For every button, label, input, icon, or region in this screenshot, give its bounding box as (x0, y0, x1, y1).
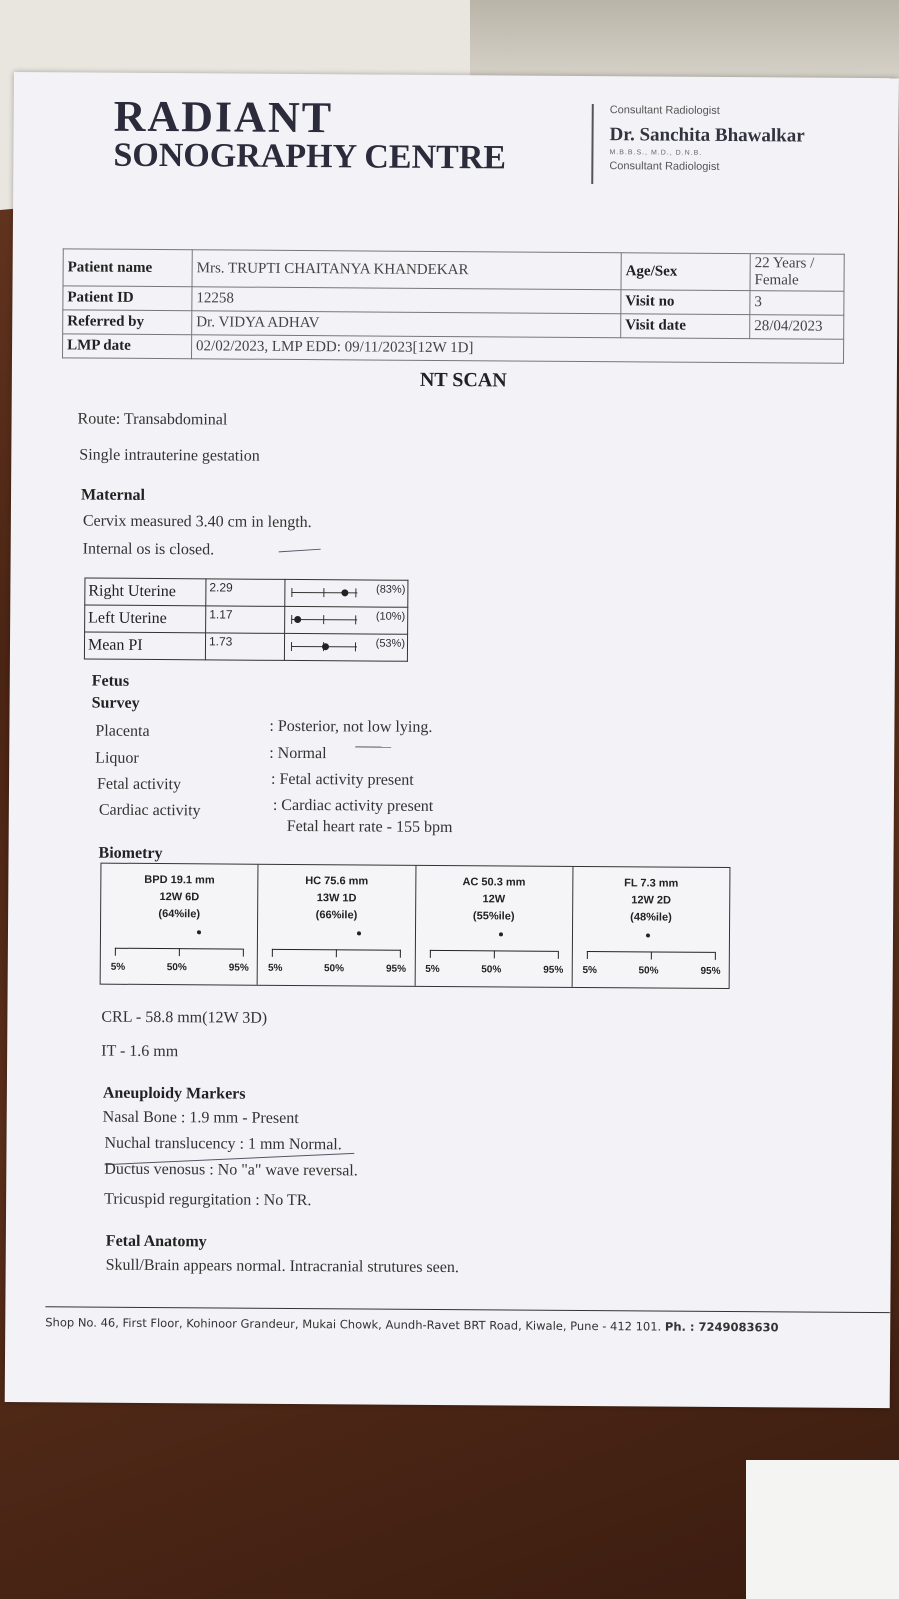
visit-date: 28/04/2023 (750, 315, 844, 340)
patient-info-table (62, 248, 845, 363)
ductus-venosus: Ductus venosus : No "a" wave reversal. (104, 1160, 358, 1180)
biometry-ga: 12W 6D (159, 891, 200, 904)
scale-label: 5% (267, 962, 283, 974)
survey-label: Liquor (95, 749, 139, 767)
uterine-percentile: (53%) (375, 637, 406, 650)
visit-no-label: Visit no (621, 290, 750, 315)
scale-label: 95% (543, 964, 564, 976)
biometry-cell (101, 864, 259, 985)
uterine-marker (322, 643, 329, 650)
patient-name: Mrs. TRUPTI CHAITANYA KHANDEKAR (192, 250, 621, 290)
nuchal-translucency: Nuchal translucency : 1 mm Normal. (104, 1134, 342, 1154)
report-page (5, 72, 899, 1408)
uterine-name: Mean PI (84, 632, 205, 660)
patient-id-label: Patient ID (63, 286, 192, 311)
scale-label: 95% (700, 965, 721, 977)
consultant-title-bottom: Consultant Radiologist (609, 160, 720, 173)
biometry-marker (646, 933, 650, 937)
uterine-name: Right Uterine (85, 578, 206, 606)
biometry-marker (499, 932, 503, 936)
consultant-title-top: Consultant Radiologist (609, 104, 720, 117)
table-row (85, 605, 408, 634)
biometry-table (100, 863, 731, 989)
paper-corner (746, 1460, 899, 1599)
survey-value: : Fetal activity present (271, 770, 414, 789)
uterine-value: 1.73 (205, 633, 284, 661)
agesex-value: 22 Years / Female (750, 254, 844, 292)
logo-line2: SONOGRAPHY CENTRE (113, 136, 507, 177)
aneuploidy-heading: Aneuploidy Markers (102, 1084, 246, 1103)
table-row (85, 578, 408, 607)
uterine-percentile: (10%) (375, 610, 406, 623)
footer-address: Shop No. 46, First Floor, Kohinoor Grandeur, Mukai Chowk, Aundh-Ravet BRT Road, Kiwale, Pune - 412 101. (45, 1315, 662, 1334)
patient-name-label: Patient name (63, 249, 192, 287)
table-row (84, 632, 407, 661)
uterine-scale (285, 579, 408, 607)
referred-by: Dr. VIDYA ADHAV (192, 311, 621, 338)
route: Route: Transabdominal (77, 410, 228, 429)
biometry-marker (197, 930, 201, 934)
biometry-percentile: (48%ile) (630, 911, 672, 924)
scale-label: 95% (228, 962, 249, 974)
scale-label: 5% (425, 963, 440, 975)
biometry-marker (357, 931, 361, 935)
biometry-percentile: (64%ile) (158, 908, 201, 921)
pen-mark (279, 549, 321, 553)
survey-label: Placenta (95, 722, 150, 740)
biometry-ga: 12W (482, 893, 506, 906)
biometry-measure: BPD 19.1 mm (144, 873, 215, 887)
fetal-heart-rate: Fetal heart rate - 155 bpm (286, 817, 453, 837)
crl-measure: CRL - 58.8 mm(12W 3D) (101, 1008, 268, 1027)
uterine-percentile: (83%) (376, 583, 406, 596)
scale-label: 50% (166, 962, 187, 974)
survey-label: Cardiac activity (98, 801, 201, 820)
anatomy-heading: Fetal Anatomy (105, 1232, 207, 1251)
uterine-marker (295, 616, 302, 623)
lmp-value: 02/02/2023, LMP EDD: 09/11/2023[12W 1D] (192, 335, 844, 364)
header-divider (591, 104, 594, 184)
uterine-marker (341, 589, 348, 596)
agesex-label: Age/Sex (621, 253, 750, 291)
lmp-label: LMP date (63, 334, 192, 359)
logo-line1: RADIANT (113, 91, 334, 143)
biometry-measure: FL 7.3 mm (624, 877, 679, 890)
uterine-value: 1.17 (206, 606, 285, 634)
scale-label: 50% (481, 964, 502, 976)
internal-os-text: Internal os is closed. (82, 540, 215, 559)
survey-heading: Survey (91, 694, 140, 712)
biometry-ga: 12W 2D (631, 894, 672, 907)
doctor-name: Dr. Sanchita Bhawalkar (609, 124, 805, 147)
uterine-name: Left Uterine (85, 605, 206, 633)
biometry-percentile: (66%ile) (315, 909, 358, 922)
scale-label: 50% (638, 965, 659, 977)
cervix-text: Cervix measured 3.40 cm in length. (82, 512, 312, 532)
biometry-heading: Biometry (98, 844, 163, 863)
maternal-heading: Maternal (80, 486, 146, 504)
scale-label: 95% (385, 963, 407, 975)
biometry-measure: HC 75.6 mm (305, 875, 369, 888)
table-row (63, 334, 844, 363)
scale-label: 5% (110, 961, 126, 973)
biometry-percentile: (55%ile) (472, 910, 515, 923)
survey-value: : Normal (269, 744, 327, 763)
survey-value: : Posterior, not low lying. (269, 717, 433, 736)
uterine-scale (284, 633, 407, 661)
it-measure: IT - 1.6 mm (101, 1042, 179, 1061)
doctor-degree: M.B.B.S., M.D., D.N.B. (609, 149, 703, 157)
uterine-value: 2.29 (206, 579, 285, 607)
biometry-measure: AC 50.3 mm (462, 876, 526, 889)
survey-value: : Cardiac activity present (272, 796, 434, 815)
biometry-cell (415, 866, 573, 987)
skull-brain: Skull/Brain appears normal. Intracranial strutures seen. (105, 1256, 459, 1277)
referred-by-label: Referred by (63, 310, 192, 335)
fetus-heading: Fetus (91, 672, 130, 690)
footer-line (45, 1306, 890, 1313)
uterine-artery-table (84, 578, 409, 662)
biometry-ga: 13W 1D (316, 892, 357, 905)
visit-date-label: Visit date (621, 314, 750, 339)
pen-mark (355, 746, 391, 747)
scale-label: 5% (582, 964, 597, 977)
patient-id: 12258 (192, 287, 621, 314)
nasal-bone: Nasal Bone : 1.9 mm - Present (102, 1108, 299, 1128)
report-title: NT SCAN (419, 368, 507, 392)
footer-phone: Ph. : 7249083630 (664, 1319, 779, 1335)
table-row (63, 249, 844, 291)
survey-label: Fetal activity (96, 775, 182, 794)
biometry-cell (572, 867, 729, 988)
uterine-scale (285, 606, 408, 634)
visit-no: 3 (750, 291, 844, 316)
gestation: Single intrauterine gestation (79, 446, 260, 465)
biometry-cell (258, 865, 416, 986)
footer (45, 1315, 778, 1334)
tricuspid: Tricuspid regurgitation : No TR. (104, 1190, 312, 1210)
scale-label: 50% (323, 963, 345, 975)
